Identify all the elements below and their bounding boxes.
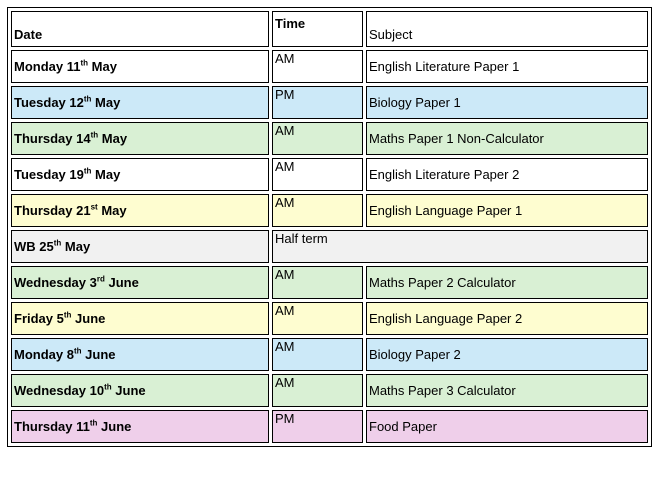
date-ordinal-suffix: th <box>83 166 92 176</box>
date-month: May <box>91 95 121 110</box>
date-cell <box>11 122 269 155</box>
table-row <box>11 122 648 155</box>
subject-cell: English Language Paper 2 <box>366 302 648 335</box>
date-ordinal-suffix: th <box>80 58 89 68</box>
date-month: May <box>97 203 127 218</box>
subject-cell: English Literature Paper 2 <box>366 158 648 191</box>
exam-timetable <box>7 7 652 447</box>
time-cell: AM <box>272 266 363 299</box>
date-cell <box>11 410 269 443</box>
date-day: Monday 11 <box>14 59 81 74</box>
date-day: Wednesday 10 <box>14 383 105 398</box>
time-cell: AM <box>272 338 363 371</box>
date-month: June <box>97 419 132 434</box>
time-cell: AM <box>272 302 363 335</box>
date-month: June <box>81 347 116 362</box>
date-month: May <box>91 167 121 182</box>
date-cell <box>11 86 269 119</box>
exam-timetable-container <box>7 7 647 447</box>
table-row <box>11 50 648 83</box>
subject-cell: Maths Paper 2 Calculator <box>366 266 648 299</box>
date-ordinal-suffix: th <box>83 94 92 104</box>
date-cell <box>11 194 269 227</box>
time-cell: AM <box>272 194 363 227</box>
header-subject: Subject <box>366 11 648 47</box>
date-cell <box>11 230 269 263</box>
merged-note-cell: Half term <box>272 230 648 263</box>
date-month: May <box>88 59 117 74</box>
date-month: June <box>111 383 146 398</box>
date-ordinal-suffix: th <box>89 418 98 428</box>
time-cell: AM <box>272 158 363 191</box>
date-ordinal-suffix: rd <box>96 274 105 284</box>
date-month: May <box>61 239 91 254</box>
subject-cell: Biology Paper 2 <box>366 338 648 371</box>
date-ordinal-suffix: th <box>73 346 82 356</box>
table-row <box>11 158 648 191</box>
time-cell: AM <box>272 122 363 155</box>
table-row <box>11 374 648 407</box>
date-month: May <box>98 131 128 146</box>
date-month: June <box>104 275 139 290</box>
date-day: Tuesday 12 <box>14 95 84 110</box>
date-cell <box>11 158 269 191</box>
date-ordinal-suffix: th <box>90 130 99 140</box>
date-day: Monday 8 <box>14 347 74 362</box>
timetable-body <box>11 11 648 443</box>
header-time: Time <box>272 11 363 47</box>
table-row <box>11 86 648 119</box>
date-day: Thursday 11 <box>14 419 90 434</box>
date-cell <box>11 302 269 335</box>
date-cell <box>11 50 269 83</box>
date-day: Thursday 14 <box>14 131 91 146</box>
subject-cell: Maths Paper 1 Non-Calculator <box>366 122 648 155</box>
header-date: Date <box>11 11 269 47</box>
time-cell: PM <box>272 410 363 443</box>
date-day: Friday 5 <box>14 311 64 326</box>
date-day: Tuesday 19 <box>14 167 84 182</box>
table-row <box>11 266 648 299</box>
date-day: Wednesday 3 <box>14 275 97 290</box>
subject-cell: English Literature Paper 1 <box>366 50 648 83</box>
date-ordinal-suffix: th <box>53 238 62 248</box>
date-day: Thursday 21 <box>14 203 91 218</box>
date-day: WB 25 <box>14 239 54 254</box>
time-cell: PM <box>272 86 363 119</box>
date-cell <box>11 338 269 371</box>
table-row <box>11 338 648 371</box>
table-row <box>11 302 648 335</box>
table-row <box>11 410 648 443</box>
subject-cell: Biology Paper 1 <box>366 86 648 119</box>
table-row <box>11 230 648 263</box>
subject-cell: Maths Paper 3 Calculator <box>366 374 648 407</box>
time-cell: AM <box>272 374 363 407</box>
table-row <box>11 194 648 227</box>
date-cell <box>11 266 269 299</box>
subject-cell: English Language Paper 1 <box>366 194 648 227</box>
date-cell <box>11 374 269 407</box>
date-month: June <box>71 311 106 326</box>
time-cell: AM <box>272 50 363 83</box>
date-ordinal-suffix: th <box>104 382 112 392</box>
subject-cell: Food Paper <box>366 410 648 443</box>
date-ordinal-suffix: th <box>63 310 72 320</box>
header-row <box>11 11 648 47</box>
date-ordinal-suffix: st <box>90 202 98 212</box>
